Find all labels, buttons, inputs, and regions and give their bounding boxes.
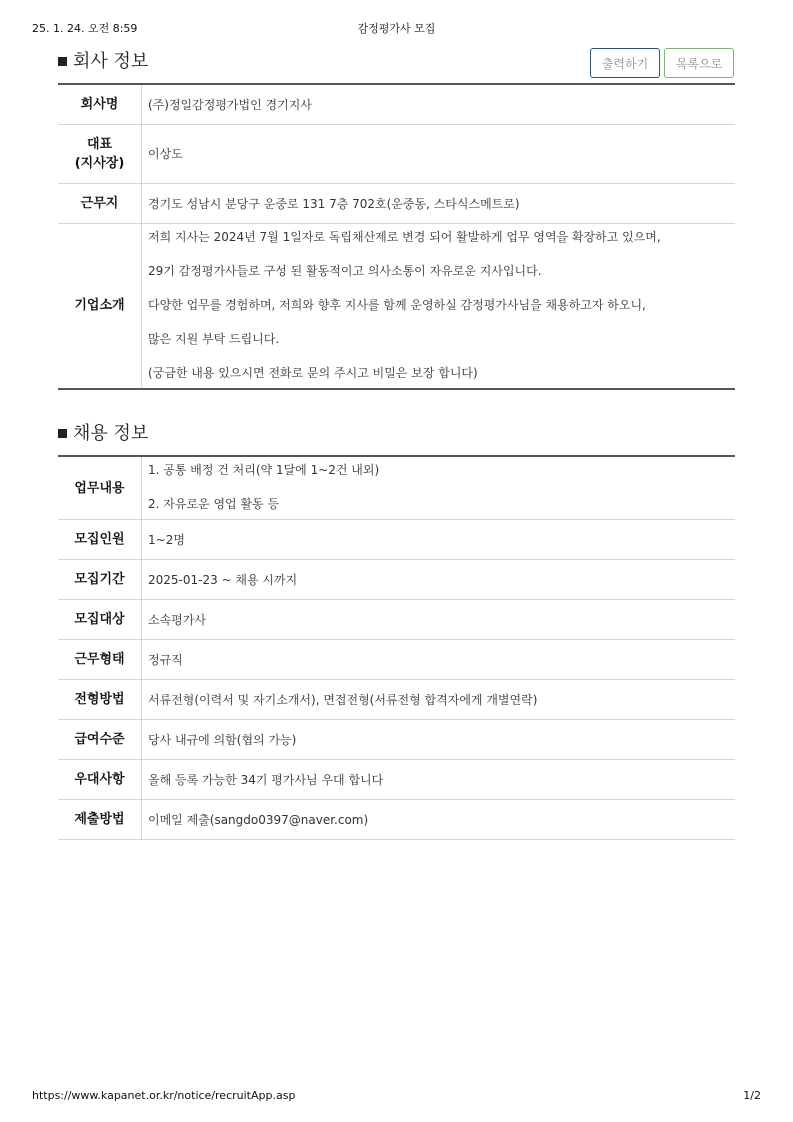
table-row (58, 124, 735, 183)
table-row (58, 680, 735, 720)
row-value: 2025-01-23 ~ 채용 시까지 (142, 560, 736, 600)
duty-line: 2. 자유로운 영업 활동 등 (148, 497, 280, 511)
print-button[interactable]: 출력하기 (590, 48, 660, 78)
company-intro-value (142, 223, 736, 389)
table-row (58, 720, 735, 760)
row-label: 급여수준 (58, 720, 142, 760)
row-label: 모집기간 (58, 560, 142, 600)
row-label: 모집대상 (58, 600, 142, 640)
duty-line: 1. 공통 배정 건 처리(약 1달에 1~2건 내외) (148, 463, 380, 477)
print-date: 25. 1. 24. 오전 8:59 (32, 22, 138, 35)
company-name-label: 회사명 (58, 84, 142, 124)
company-info-table (58, 83, 735, 390)
page-url: https://www.kapanet.or.kr/notice/recruitApp.asp (32, 1089, 296, 1102)
recruit-section-title (58, 419, 148, 445)
intro-line: 저희 지사는 2024년 7월 1일자로 독립채산제로 변경 되어 활발하게 업무 영역을 확장하고 있으며, (148, 229, 661, 244)
recruit-section-label: 채용 정보 (73, 423, 149, 444)
company-section-label: 회사 정보 (73, 51, 149, 72)
row-label: 전형방법 (58, 680, 142, 720)
table-row (58, 183, 735, 223)
company-intro-label: 기업소개 (58, 223, 142, 389)
intro-line: (궁금한 내용 있으시면 전화로 문의 주시고 비밀은 보장 합니다) (148, 365, 478, 380)
table-row (58, 640, 735, 680)
representative-value: 이상도 (142, 124, 736, 183)
print-title: 감정평가사 모집 (357, 22, 436, 35)
row-value: 올해 등록 가능한 34기 평가사님 우대 합니다 (142, 760, 736, 800)
row-label: 우대사항 (58, 760, 142, 800)
row-value: 이메일 제출(sangdo0397@naver.com) (142, 800, 736, 840)
company-section-title (58, 47, 148, 73)
workplace-value: 경기도 성남시 분당구 운중로 131 7층 702호(운중동, 스타식스메트로) (142, 183, 736, 223)
print-footer (32, 1089, 761, 1105)
row-value: 1~2명 (142, 520, 736, 560)
square-bullet-icon (58, 429, 67, 438)
company-name-value: (주)정일감정평가법인 경기지사 (142, 84, 736, 124)
recruit-info-table (58, 455, 735, 840)
row-value: 서류전형(이력서 및 자기소개서), 면접전형(서류전형 합격자에게 개별연락) (142, 680, 736, 720)
row-value: 당사 내규에 의함(협의 가능) (142, 720, 736, 760)
row-value: 소속평가사 (142, 600, 736, 640)
print-header (32, 20, 761, 36)
table-row (58, 760, 735, 800)
table-row (58, 84, 735, 124)
table-row (58, 560, 735, 600)
page-number: 1/2 (743, 1089, 761, 1102)
table-row (58, 223, 735, 389)
workplace-label: 근무지 (58, 183, 142, 223)
intro-line: 많은 지원 부탁 드립니다. (148, 331, 280, 346)
duties-label: 업무내용 (58, 456, 142, 520)
representative-label (58, 124, 142, 183)
row-value: 정규직 (142, 640, 736, 680)
table-row (58, 456, 735, 520)
intro-line: 다양한 업무를 경험하며, 저희와 향후 지사를 함께 운영하실 감정평가사님을 채용하고자 하오니, (148, 297, 646, 312)
row-label: 제출방법 (58, 800, 142, 840)
square-bullet-icon (58, 57, 67, 66)
row-label: 근무형태 (58, 640, 142, 680)
intro-line: 29기 감정평가사들로 구성 된 활동적이고 의사소통이 자유로운 지사입니다. (148, 263, 542, 278)
table-row (58, 800, 735, 840)
representative-label-line2: (지사장) (74, 155, 125, 171)
list-button[interactable]: 목록으로 (664, 48, 734, 78)
table-row (58, 600, 735, 640)
row-label: 모집인원 (58, 520, 142, 560)
duties-value (142, 456, 736, 520)
action-buttons (590, 48, 734, 78)
table-row (58, 520, 735, 560)
representative-label-line1: 대표 (86, 136, 113, 152)
